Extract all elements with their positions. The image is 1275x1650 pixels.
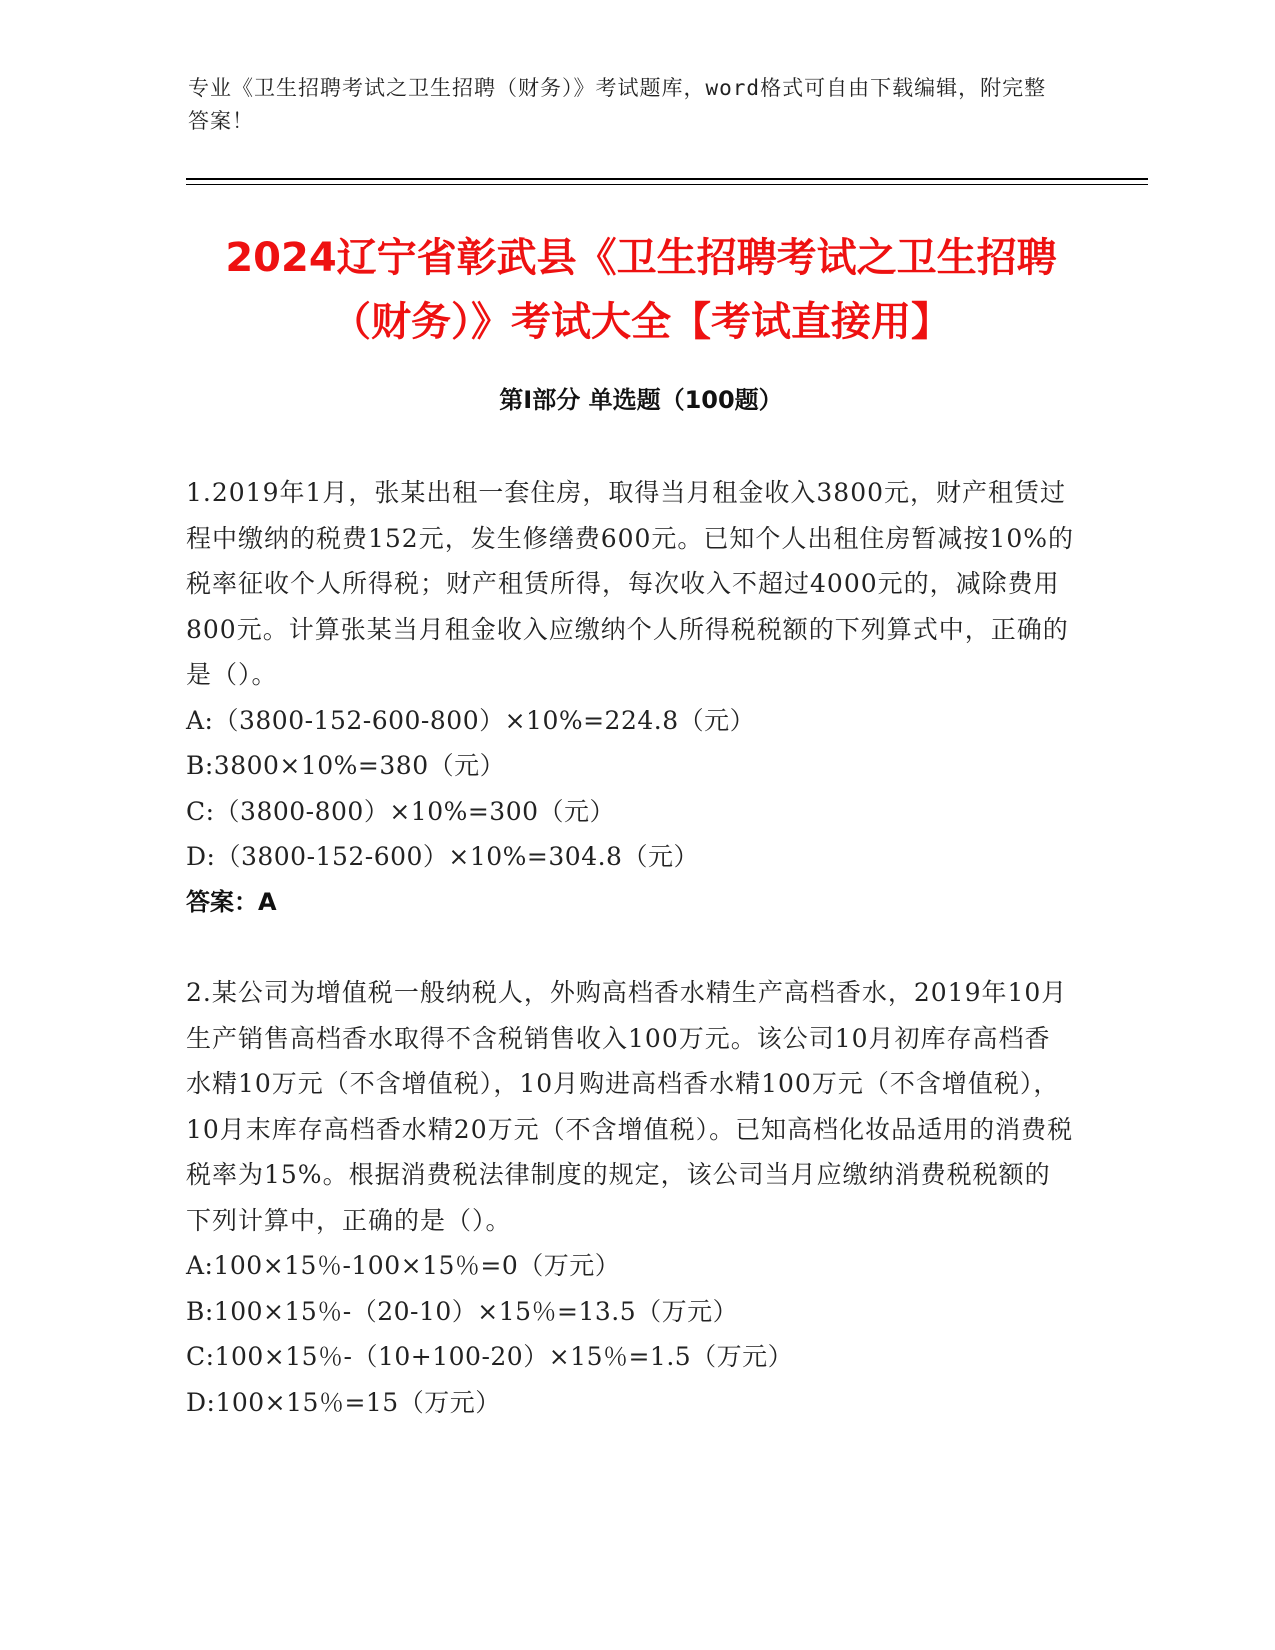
option-a: A:100×15％-100×15％=0（万元） bbox=[186, 1251, 621, 1280]
option-d: D:100×15％=15（万元） bbox=[186, 1387, 501, 1417]
document-title: 2024辽宁省彰武县《卫生招聘考试之卫生招聘（财务）》考试大全【考试直接用】 bbox=[225, 235, 1057, 345]
question-stem: 2.某公司为增值税一般纳税人，外购高档香水精生产高档香水，2019年10月生产销售高档香水取得不含税销售收入100万元。该公司10月初库存高档香水精10万元（不含增值税），10月购进高档香水精100万元（不含增值税），10月末库存高档香水精20万元（不含增值税）。已知高档化妆品适用的消费税税率为15%。根据消费税法律制度的规定，该公司当月应缴纳消费税税额的下列计算中，正确的是（）。 bbox=[186, 978, 1074, 1235]
header-note: 专业《卫生招聘考试之卫生招聘（财务）》考试题库，word格式可自由下载编辑，附完整答案！ bbox=[188, 76, 1047, 133]
header-divider-thick bbox=[186, 178, 1148, 180]
option-c: C:（3800-800）×10%=300（元） bbox=[186, 796, 616, 826]
option-b: B:3800×10%=380（元） bbox=[186, 751, 506, 780]
answer-label: 答案：A bbox=[186, 887, 277, 916]
question-stem: 1.2019年1月，张某出租一套住房，取得当月租金收入3800元，财产租赁过程中缴纳的税费152元，发生修缮费600元。已知个人出租住房暂减按10%的税率征收个人所得税；财产租赁所得，每次收入不超过4000元的，减除费用800元。计算张某当月租金收入应缴纳个人所得税税额的下列算式中，正确的是（）。 bbox=[186, 478, 1075, 689]
header-divider-thin bbox=[186, 184, 1148, 185]
section-heading: 第I部分 单选题（100题） bbox=[499, 386, 783, 414]
option-a: A:（3800-152-600-800）×10%=224.8（元） bbox=[186, 705, 756, 735]
question-2 bbox=[186, 970, 1076, 1425]
option-d: D:（3800-152-600）×10%=304.8（元） bbox=[186, 842, 699, 871]
question-1 bbox=[186, 470, 1076, 925]
option-b: B:100×15％-（20-10）×15％=13.5（万元） bbox=[186, 1296, 739, 1326]
option-c: C:100×15％-（10+100-20）×15％=1.5（万元） bbox=[186, 1342, 794, 1371]
